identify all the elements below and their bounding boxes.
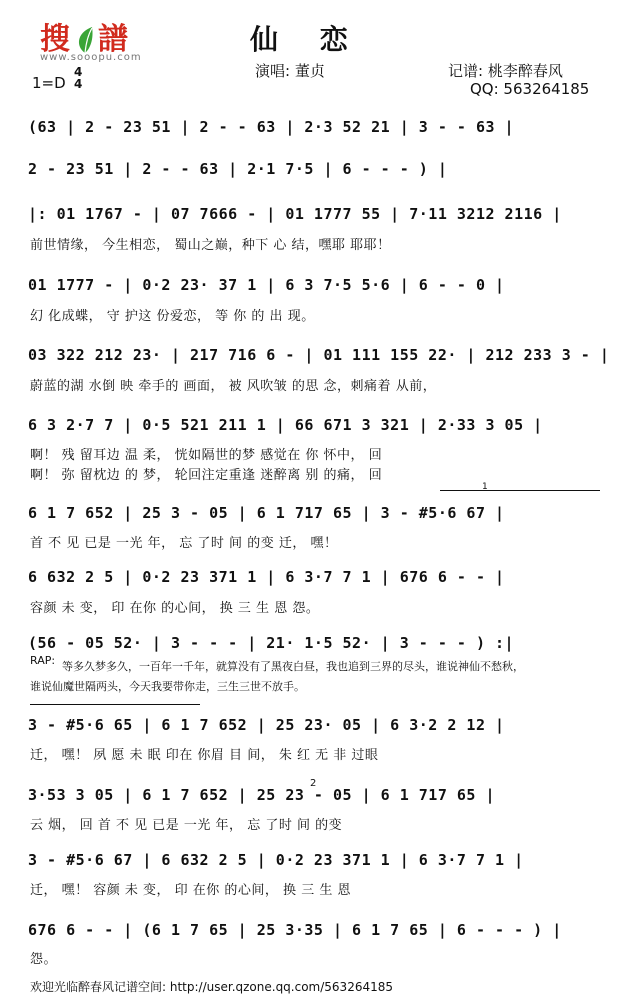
score-row-2: 2 - 23 51 | 2 - - 63 | 2·1 7·5 | 6 - - - ) |	[28, 160, 448, 178]
score-row-12: 3 - #5·6 67 | 6 632 2 5 | 0·2 23 371 1 | 6 3·7 7 1 |	[28, 851, 524, 869]
volta-bracket-1	[440, 490, 600, 491]
score-row-5: 03 322 212 23· | 217 716 6 - | 01 111 155 22· | 212 233 3 - |	[28, 346, 610, 364]
lyric-row-8: 容颜 未 变， 印 在你 的心间， 换 三 生 恩 怨。	[30, 601, 320, 616]
lyric-row-5: 蔚蓝的湖 水倒 映 牵手的 画面， 被 风吹皱 的思 念，刺痛着 从前，	[30, 379, 437, 394]
lyric-row-10: 迁， 嘿！ 夙 愿 未 眠 印在 你眉 目 间， 朱 红 无 非 过眼	[30, 748, 379, 763]
lyric-row-6a: 啊！ 残 留耳边 温 柔， 恍如隔世的梦 感觉在 你 怀中， 回	[30, 448, 383, 463]
qq-number: QQ: 563264185	[470, 80, 590, 98]
score-row-4: 01 1777 - | 0·2 23· 37 1 | 6 3 7·5 5·6 | 6 - - 0 |	[28, 276, 505, 294]
key-signature: 1=D	[32, 74, 66, 92]
rap-label: RAP:	[30, 654, 56, 667]
score-row-6: 6 3 2·7 7 | 0·5 521 211 1 | 66 671 3 321 | 2·33 3 05 |	[28, 416, 543, 434]
lyric-row-12: 迁， 嘿！ 容颜 未 变， 印 在你 的心间， 换 三 生 恩	[30, 883, 351, 898]
lyric-row-13: 怨。	[30, 952, 58, 967]
volta-number-1: 1	[482, 482, 488, 492]
singer-credit: 演唱: 董贞	[255, 62, 325, 80]
logo-char-pu: 譜	[98, 22, 130, 57]
song-title: 仙 恋	[250, 23, 364, 56]
time-signature-top: 4	[74, 65, 83, 79]
score-row-9: (56 - 05 52· | 3 - - - | 21· 1·5 52· | 3 - - - ) :|	[28, 634, 515, 652]
score-row-1: (63 | 2 - 23 51 | 2 - - 63 | 2·3 52 21 | 3 - - 63 |	[28, 118, 515, 136]
score-row-13: 676 6 - - | (6 1 7 65 | 25 3·35 | 6 1 7 65 | 6 - - - ) |	[28, 921, 562, 939]
lyric-row-3: 前世情缘， 今生相恋， 蜀山之巅，种下 心 结，嘿耶 耶耶！	[30, 238, 391, 253]
logo-char-sou: 搜	[40, 22, 72, 57]
leaf-icon	[74, 25, 96, 55]
rap-line-1: 等多久梦多久，一百年一千年，就算没有了黑夜白昼，我也追到三界的尽头，谁说神仙不愁秋，	[62, 660, 524, 673]
volta-number-2: 2	[310, 778, 317, 789]
score-row-10: 3 - #5·6 65 | 6 1 7 652 | 25 23· 05 | 6 3·2 2 12 |	[28, 716, 505, 734]
lyric-row-7: 首 不 见 已是 一光 年， 忘 了时 间 的变 迁， 嘿！	[30, 536, 338, 551]
logo-url: www.sooopu.com	[40, 52, 142, 63]
time-signature	[74, 66, 82, 90]
recorder-credit: 记谱: 桃李醉春风	[448, 62, 563, 80]
rap-line-2: 谁说仙魔世隔两头，今天我要带你走，三生三世不放手。	[30, 680, 305, 693]
score-row-8: 6 632 2 5 | 0·2 23 371 1 | 6 3·7 7 1 | 676 6 - - |	[28, 568, 505, 586]
lyric-row-11: 云 烟， 回 首 不 见 已是 一光 年， 忘 了时 间 的变	[30, 818, 343, 833]
lyric-row-6b: 啊！ 弥 留枕边 的 梦， 轮回注定重逢 迷醉离 别 的痛， 回	[30, 468, 383, 483]
score-row-7: 6 1 7 652 | 25 3 - 05 | 6 1 717 65 | 3 - #5·6 67 |	[28, 504, 505, 522]
time-signature-bottom: 4	[74, 77, 83, 91]
lyric-row-4: 幻 化成蝶， 守 护这 份爱恋， 等 你 的 出 现。	[30, 309, 315, 324]
score-row-3: |: 01 1767 - | 07 7666 - | 01 1777 55 | 7·11 3212 2116 |	[28, 205, 562, 223]
volta-bracket-2	[30, 704, 200, 705]
footer-link-text: 欢迎光临醉春风记谱空间: http://user.qzone.qq.com/563264185	[30, 980, 394, 994]
score-row-11: 3·53 3 05 | 6 1 7 652 | 25 23 - 05 | 6 1 717 65 |	[28, 786, 496, 804]
